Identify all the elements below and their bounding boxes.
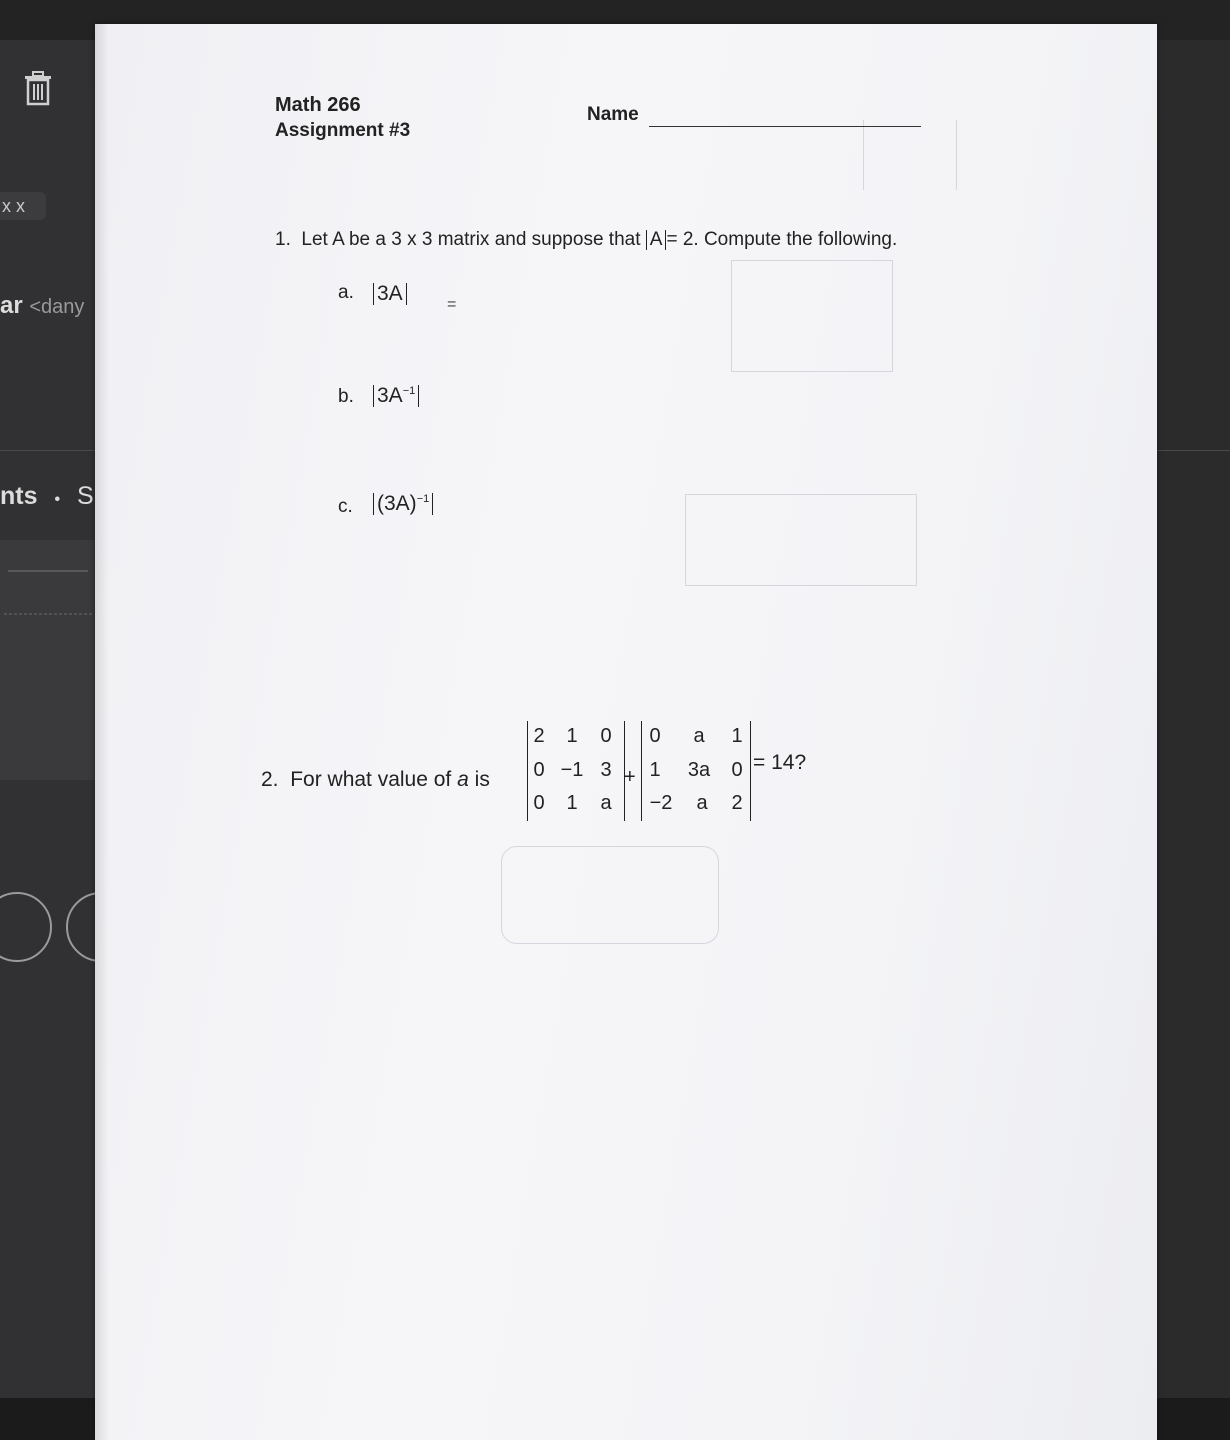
- recipient-chip[interactable]: [0, 192, 46, 220]
- q1-abs-value: A: [646, 230, 667, 250]
- q1a-expression: [373, 282, 407, 306]
- q1a-label: a.: [338, 282, 354, 303]
- question-1: [275, 229, 897, 251]
- sender-line: [0, 292, 84, 320]
- sender-email: <dany: [29, 296, 85, 318]
- det1-cell: 1: [566, 792, 578, 814]
- det2-cell: a: [696, 792, 708, 814]
- q1-number: 1.: [275, 229, 291, 250]
- det1-cell: 0: [533, 759, 545, 781]
- assignment-title: Assignment #3: [275, 120, 411, 141]
- det2-cell: a: [693, 725, 705, 747]
- q1b-label: b.: [338, 386, 354, 407]
- right-panel: [1157, 40, 1230, 1400]
- q1b-sup: −1: [402, 385, 416, 397]
- sender-label: ar: [0, 292, 23, 319]
- det1-cell: 1: [566, 725, 578, 747]
- thumbnail-scribble-icon: [4, 612, 94, 616]
- events-partial: S: [77, 482, 94, 510]
- det2-cell: 0: [649, 725, 661, 747]
- q1-stem-after: . Compute the following.: [693, 229, 898, 250]
- det1-cell: 2: [533, 725, 545, 747]
- q1c-label: c.: [338, 496, 353, 517]
- determinant-1: [527, 721, 625, 821]
- q2-variable: a: [457, 768, 469, 791]
- det1-cell: 0: [600, 725, 612, 747]
- det2-cell: 0: [731, 759, 743, 781]
- q2-rhs: = 14?: [753, 751, 807, 774]
- plus-sign: +: [624, 766, 636, 788]
- show-through-matrix: [731, 260, 893, 372]
- events-label: nts: [0, 482, 38, 510]
- name-line: [649, 126, 921, 127]
- q1c-abs: [373, 493, 433, 515]
- q1c-expr: (3A): [377, 492, 417, 515]
- det2-cell: 2: [731, 792, 743, 814]
- attachment-preview: [0, 540, 100, 780]
- det2-cell: −2: [649, 792, 673, 814]
- name-label: Name: [587, 104, 639, 125]
- show-through-matrix-2: [685, 494, 917, 586]
- show-through-bracket: [863, 120, 957, 190]
- events-heading: [0, 482, 94, 511]
- q1-stem-equals: = 2: [666, 229, 694, 250]
- worksheet-paper: [95, 24, 1157, 1440]
- det1-cell: a: [600, 792, 612, 814]
- det1-cell: 0: [533, 792, 545, 814]
- q1b-expression: [373, 384, 419, 408]
- thumbnail-text-2: [4, 612, 94, 618]
- trash-icon[interactable]: [22, 70, 54, 106]
- det1-cell: −1: [560, 759, 584, 781]
- q1c-sup: −1: [416, 493, 430, 505]
- q1-stem-before: Let A be a 3 x 3 matrix and suppose that: [301, 229, 641, 250]
- q1b-expr: 3A: [377, 384, 403, 407]
- q1c-expression: [373, 492, 433, 516]
- q1a-expr: 3A: [373, 283, 407, 305]
- show-through-matrix-3: [501, 846, 719, 944]
- thumbnail-line-icon: [8, 566, 88, 572]
- q2-text-before: For what value of: [290, 768, 452, 791]
- q2-text-after: is: [474, 768, 490, 791]
- q2-number: 2.: [261, 768, 279, 791]
- det2-cell: 1: [731, 725, 743, 747]
- det2-cell: 1: [649, 759, 661, 781]
- chip-text: x x: [2, 196, 26, 216]
- determinant-2: [641, 721, 751, 821]
- course-title: Math 266: [275, 94, 361, 116]
- q1b-abs: [373, 385, 419, 407]
- paper-edge-shadow: [95, 24, 109, 1440]
- det2-cell: 3a: [687, 759, 711, 781]
- det1-cell: 3: [600, 759, 612, 781]
- question-2: [261, 768, 490, 792]
- q1a-equals: =: [447, 296, 457, 313]
- thumbnail-text: [8, 566, 88, 574]
- events-separator: •: [54, 491, 61, 508]
